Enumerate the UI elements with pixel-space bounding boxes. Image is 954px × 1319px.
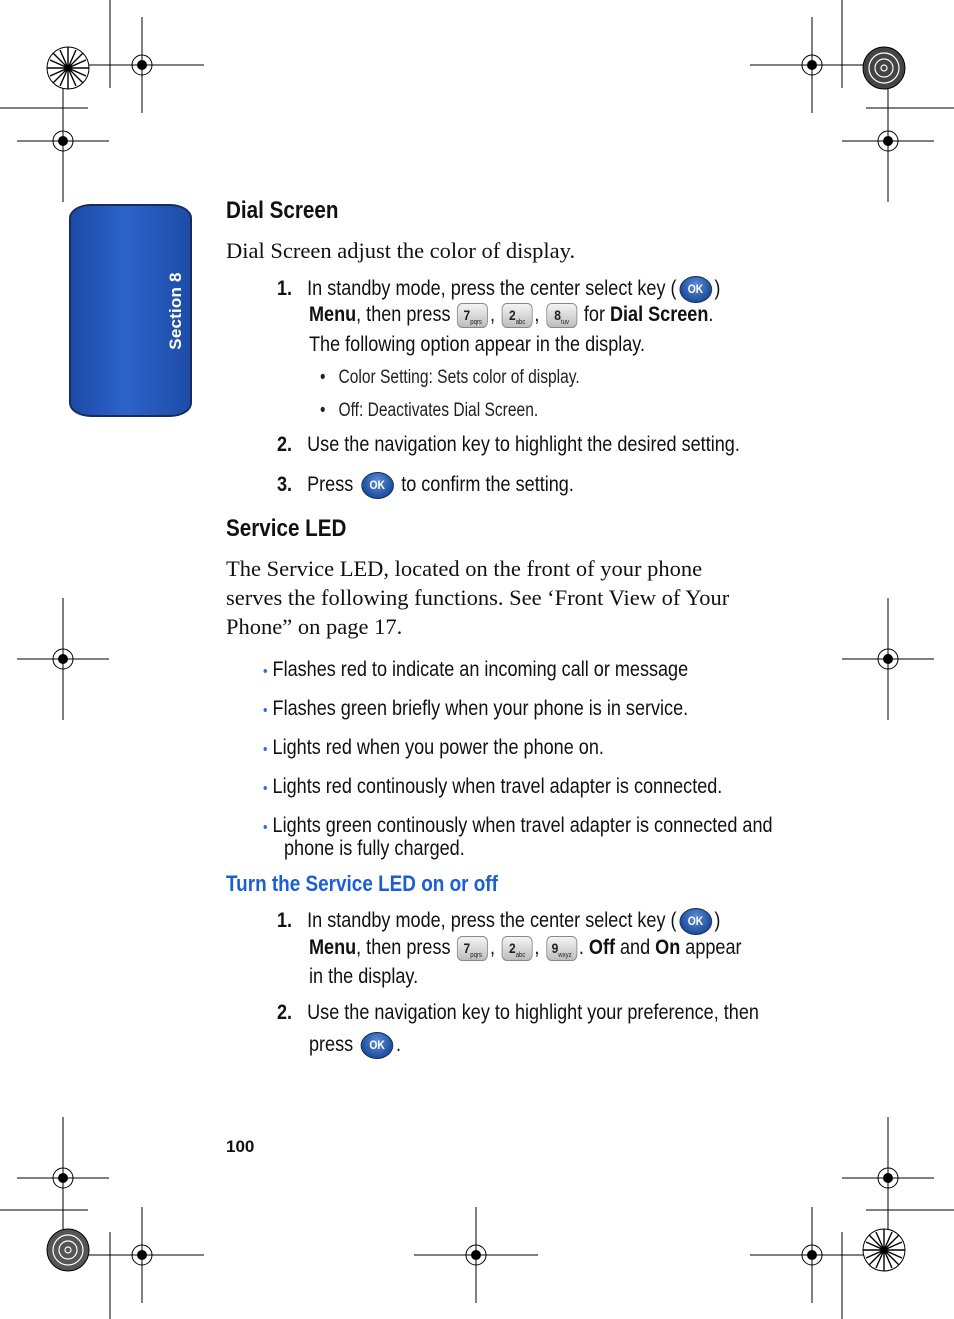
turn-step-2-line-1 bbox=[277, 1001, 759, 1025]
step-text: Use the navigation key to highlight the desired setting. bbox=[307, 433, 740, 456]
dial-screen-target: Dial Screen bbox=[609, 303, 709, 327]
blue-bullet-icon: • bbox=[263, 663, 268, 680]
dial-step-2 bbox=[277, 433, 740, 457]
dial-screen-intro: Dial Screen adjust the color of display. bbox=[226, 238, 576, 263]
step-text: for bbox=[583, 303, 605, 327]
blue-bullet-icon: • bbox=[263, 819, 268, 836]
led-bullet-item: • Lights red continously when travel adapter is connected. bbox=[263, 775, 723, 798]
dial-step-1-line-1 bbox=[277, 276, 720, 303]
blue-bullet-icon: • bbox=[263, 780, 268, 797]
turn-led-heading: Turn the Service LED on or off bbox=[226, 871, 498, 896]
turn-step-1-line-1: 1. In standby mode, press the center select key ( OK ) bbox=[277, 908, 720, 935]
led-bullet-continuation: phone is fully charged. bbox=[284, 837, 465, 860]
dial-step-3 bbox=[277, 472, 574, 499]
key-2-icon: $2_{abc}$ bbox=[502, 303, 533, 328]
step-text: Use the navigation key to highlight your preference, then bbox=[307, 1001, 759, 1024]
step-text: press bbox=[309, 1033, 354, 1057]
key-7-icon: $7_{pqrs}$ bbox=[457, 303, 488, 328]
step-text: to confirm the setting. bbox=[401, 473, 574, 497]
page-number: 100 bbox=[226, 1137, 255, 1156]
step-text: , then press bbox=[356, 936, 451, 960]
dial-step-1-line-3: The following option appear in the display. bbox=[309, 333, 646, 356]
key-9-icon: $9_{wxyz}$ bbox=[546, 936, 577, 961]
step-number: 2. bbox=[277, 1001, 293, 1024]
turn-step-1-line-3: in the display. bbox=[309, 965, 419, 988]
key-8-icon: $8_{tuv}$ bbox=[546, 303, 577, 328]
off-label: Off bbox=[588, 936, 615, 960]
blue-bullet-icon: • bbox=[263, 741, 268, 758]
turn-step-2-line-2: press OK . bbox=[309, 1032, 401, 1059]
led-bullet-item: • Lights green continously when travel adapter is connected and bbox=[263, 814, 773, 837]
step-text: ) bbox=[714, 277, 721, 301]
blue-bullet-icon: • bbox=[263, 702, 268, 719]
dial-screen-heading: Dial Screen bbox=[226, 197, 339, 224]
step-text: , then press bbox=[356, 303, 451, 327]
on-label: On bbox=[655, 936, 681, 960]
step-number: 2. bbox=[277, 433, 293, 456]
ok-key-icon: OK bbox=[679, 276, 712, 303]
service-led-intro-line: Phone” on page 17. bbox=[226, 614, 403, 639]
menu-label: Menu bbox=[309, 936, 357, 960]
led-bullet-item: • Flashes green briefly when your phone is in service. bbox=[263, 697, 689, 720]
step-text: In standby mode, press the center select key ( bbox=[307, 909, 677, 933]
menu-label: Menu bbox=[309, 303, 357, 327]
option-item: • Color Setting: Sets color of display. bbox=[320, 367, 580, 388]
step-number: 1. bbox=[277, 909, 293, 933]
key-7-icon: $7_{pqrs}$ bbox=[457, 936, 488, 961]
step-number: 1. bbox=[277, 277, 293, 301]
dial-step-1-line-2: Menu, then press $7_{pqrs}$ , $2_{abc}$ , $8_{tuv}$ for Dial Screen. bbox=[309, 303, 714, 327]
ok-key-icon: OK bbox=[361, 1032, 394, 1059]
step-number: 3. bbox=[277, 473, 293, 497]
step-text: In standby mode, press the center select key ( bbox=[307, 277, 677, 301]
ok-key-icon: OK bbox=[361, 472, 394, 499]
option-item: • Off: Deactivates Dial Screen. bbox=[320, 400, 539, 421]
turn-step-1-line-2: Menu, then press $7_{pqrs}$ , $2_{abc}$ , $9_{wxyz}$ . Off and On appear bbox=[309, 936, 742, 960]
key-2-icon: $2_{abc}$ bbox=[502, 936, 533, 961]
led-bullet-item: • Flashes red to indicate an incoming call or message bbox=[263, 658, 689, 681]
service-led-intro-line: serves the following functions. See ‘Front View of Your bbox=[226, 585, 730, 610]
service-led-intro-line: The Service LED, located on the front of your phone bbox=[226, 556, 703, 581]
ok-key-icon: OK bbox=[679, 908, 712, 935]
section-tab-label: Section 8 bbox=[166, 272, 185, 350]
led-bullet-item: • Lights red when you power the phone on. bbox=[263, 736, 604, 759]
step-text: Press bbox=[307, 473, 354, 497]
service-led-heading: Service LED bbox=[226, 515, 347, 542]
